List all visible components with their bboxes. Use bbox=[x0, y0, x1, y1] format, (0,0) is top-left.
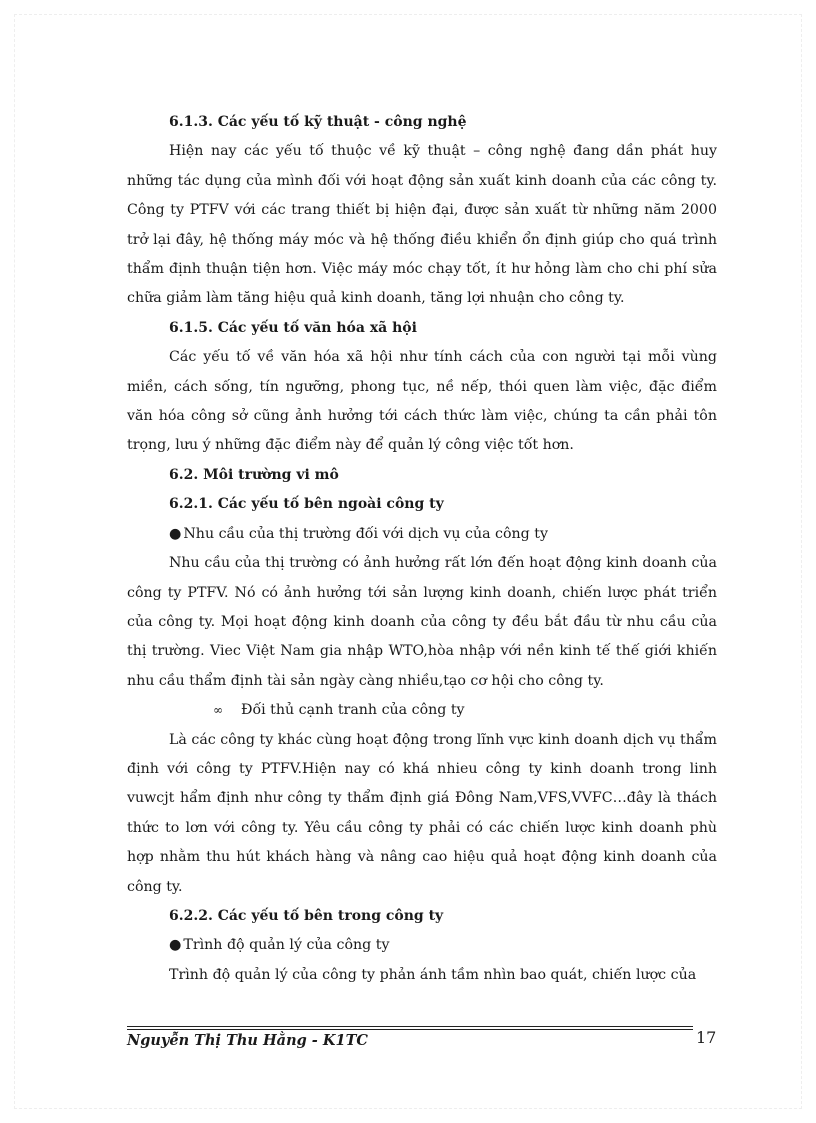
paragraph-market-demand: Nhu cầu của thị trường có ảnh hưởng rất lớn đến hoạt động kinh doanh của công ty PTFV. Nó có ảnh hưởng tới sản lượng kinh doanh, chiến lược phát triển của công ty. Mọi hoạt động kinh doanh của công ty đều bắt đầu từ nhu cầu của thị trường. Viec Việt Nam gia nhập WTO,hòa nhập với nền kinh tế thế giới khiến nhu cầu thẩm định tài sản ngày càng nhiều,tạo cơ hội cho công ty. bbox=[127, 555, 717, 689]
bullet-dot-icon: ● bbox=[169, 525, 182, 542]
bullet-competitors bbox=[127, 696, 717, 725]
footer-divider bbox=[127, 1026, 693, 1030]
bullet-dot-icon: ● bbox=[169, 937, 182, 954]
document-body bbox=[127, 108, 717, 990]
heading-6-1-3: 6.1.3. Các yếu tố kỹ thuật - công nghệ bbox=[169, 114, 467, 130]
heading-6-1-5: 6.1.5. Các yếu tố văn hóa xã hội bbox=[169, 319, 417, 336]
page-number: 17 bbox=[696, 1028, 717, 1047]
paragraph-competitors: Là các công ty khác cùng hoạt động trong lĩnh vực kinh doanh dịch vụ thẩm định với công ty PTFV.Hiện nay có khá nhieu công ty kinh doanh trong linh vuwcjt hẩm định như công ty thẩm định giá Đông Nam,VFS,VVFC…đây là thách thức to lơn với công ty. Yêu cầu công ty phải có các chiến lược kinh doanh phù hợp nhằm thu hút khách hàng và nâng cao hiệu quả hoạt động kinh doanh của công ty. bbox=[127, 731, 717, 895]
bullet-management-text: Trình độ quản lý của công ty bbox=[183, 937, 390, 954]
bullet-market-demand-text: Nhu cầu của thị trường đối với dịch vụ của công ty bbox=[183, 525, 548, 542]
bullet-market-demand bbox=[127, 520, 717, 549]
footer-author: Nguyễn Thị Thu Hằng - K1TC bbox=[127, 1032, 368, 1049]
heading-6-2: 6.2. Môi trường vi mô bbox=[169, 466, 339, 483]
paragraph-culture: Các yếu tố về văn hóa xã hội như tính cách của con người tại mỗi vùng miền, cách sống, tín ngưỡng, phong tục, nề nếp, thói quen làm việc, đặc điểm văn hóa công sở cũng ảnh hưởng tới cách thức làm việc, chúng ta cần phải tôn trọng, lưu ý những đặc điểm này để quản lý công việc tốt hơn. bbox=[127, 349, 717, 454]
heading-6-2-2: 6.2.2. Các yếu tố bên trong công ty bbox=[169, 907, 444, 924]
bullet-competitors-text: Đối thủ cạnh tranh của công ty bbox=[241, 702, 465, 719]
bullet-swirl-icon: ∞ bbox=[213, 703, 223, 718]
heading-6-2-1: 6.2.1. Các yếu tố bên ngoài công ty bbox=[169, 496, 444, 513]
bullet-management bbox=[127, 931, 717, 960]
paragraph-tech: Hiện nay các yếu tố thuộc về kỹ thuật – công nghệ đang dần phát huy những tác dụng của mình đối với hoạt động sản xuất kinh doanh của các công ty. Công ty PTFV với các trang thiết bị hiện đại, được sản xuất từ những năm 2000 trở lại đây, hệ thống máy móc và hệ thống điều khiển ổn định giúp cho quá trình thẩm định thuận tiện hơn. Việc máy móc chạy tốt, ít hư hỏng làm cho chi phí sửa chữa giảm làm tăng hiệu quả kinh doanh, tăng lợi nhuận cho công ty. bbox=[127, 143, 717, 307]
paragraph-management: Trình độ quản lý của công ty phản ánh tầm nhìn bao quát, chiến lược của bbox=[169, 966, 697, 983]
